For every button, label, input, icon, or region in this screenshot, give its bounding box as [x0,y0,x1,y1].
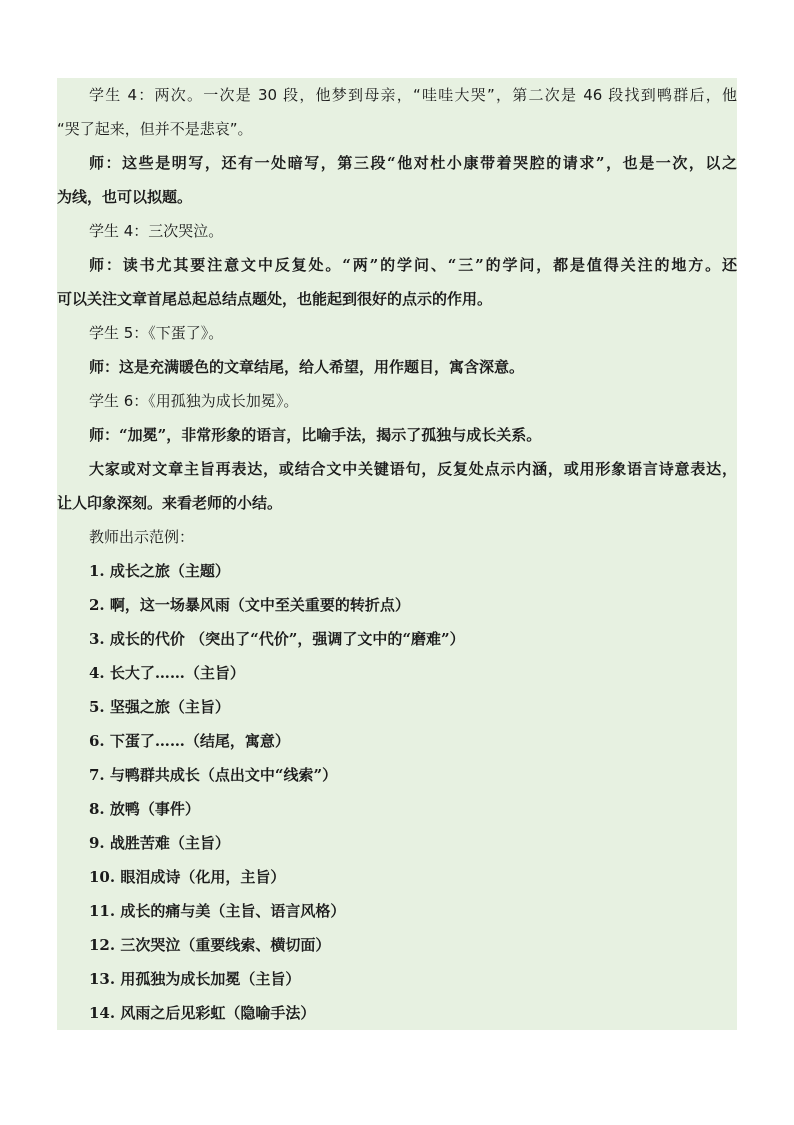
list-item: 10. 眼泪成诗（化用，主旨） [89,868,286,886]
paragraph-line: 可以关注文章首尾总起总结点题处，也能起到很好的点示的作用。 [57,290,493,308]
paragraph-line: 师：读书尤其要注意文中反复处。“两”的学问、“三”的学问，都是值得关注的地方。还 [89,256,737,274]
list-item: 12. 三次哭泣（重要线索、横切面） [89,936,331,954]
paragraph-line: 学生 4：两次。一次是 30 段，他梦到母亲，“哇哇大哭”，第二次是 46 段找到鸭群后，他 [89,86,737,104]
paragraph-line: 大家或对文章主旨再表达，或结合文中关键语句，反复处点示内涵，或用形象语言诗意表达， [89,460,737,478]
paragraph-line: 为线，也可以拟题。 [57,188,193,206]
paragraph-line: 师：这是充满暖色的文章结尾，给人希望，用作题目，寓含深意。 [89,358,525,376]
paragraph-line: “哭了起来，但并不是悲哀”。 [57,120,253,138]
list-item: 5. 坚强之旅（主旨） [89,698,230,716]
paragraph-line: 学生 4：三次哭泣。 [89,222,224,240]
list-item: 11. 成长的痛与美（主旨、语言风格） [89,902,346,920]
list-item: 1. 成长之旅（主题） [89,562,230,580]
list-item: 13. 用孤独为成长加冕（主旨） [89,970,301,988]
list-item: 4. 长大了……（主旨） [89,664,245,682]
list-item: 7. 与鸭群共成长（点出文中“线索”） [89,766,338,784]
list-item: 2. 啊，这一场暴风雨（文中至关重要的转折点） [89,596,410,614]
list-item: 14. 风雨之后见彩虹（隐喻手法） [89,1004,316,1022]
paragraph-line: 师：这些是明写，还有一处暗写，第三段“他对杜小康带着哭腔的请求”，也是一次，以之 [89,154,737,172]
list-item: 8. 放鸭（事件） [89,800,200,818]
list-item: 3. 成长的代价 （突出了“代价”，强调了文中的“磨难”） [89,630,465,648]
paragraph-line: 学生 5：《下蛋了》。 [89,324,224,342]
paragraph-line: 师：“加冕”，非常形象的语言，比喻手法，揭示了孤独与成长关系。 [89,426,542,444]
paragraph-line: 教师出示范例： [89,528,195,546]
paragraph-line: 学生 6：《用孤独为成长加冕》。 [89,392,299,410]
list-item: 6. 下蛋了……（结尾，寓意） [89,732,290,750]
document-panel [57,78,737,1030]
list-item: 9. 战胜苦难（主旨） [89,834,230,852]
paragraph-line: 让人印象深刻。来看老师的小结。 [57,494,283,512]
